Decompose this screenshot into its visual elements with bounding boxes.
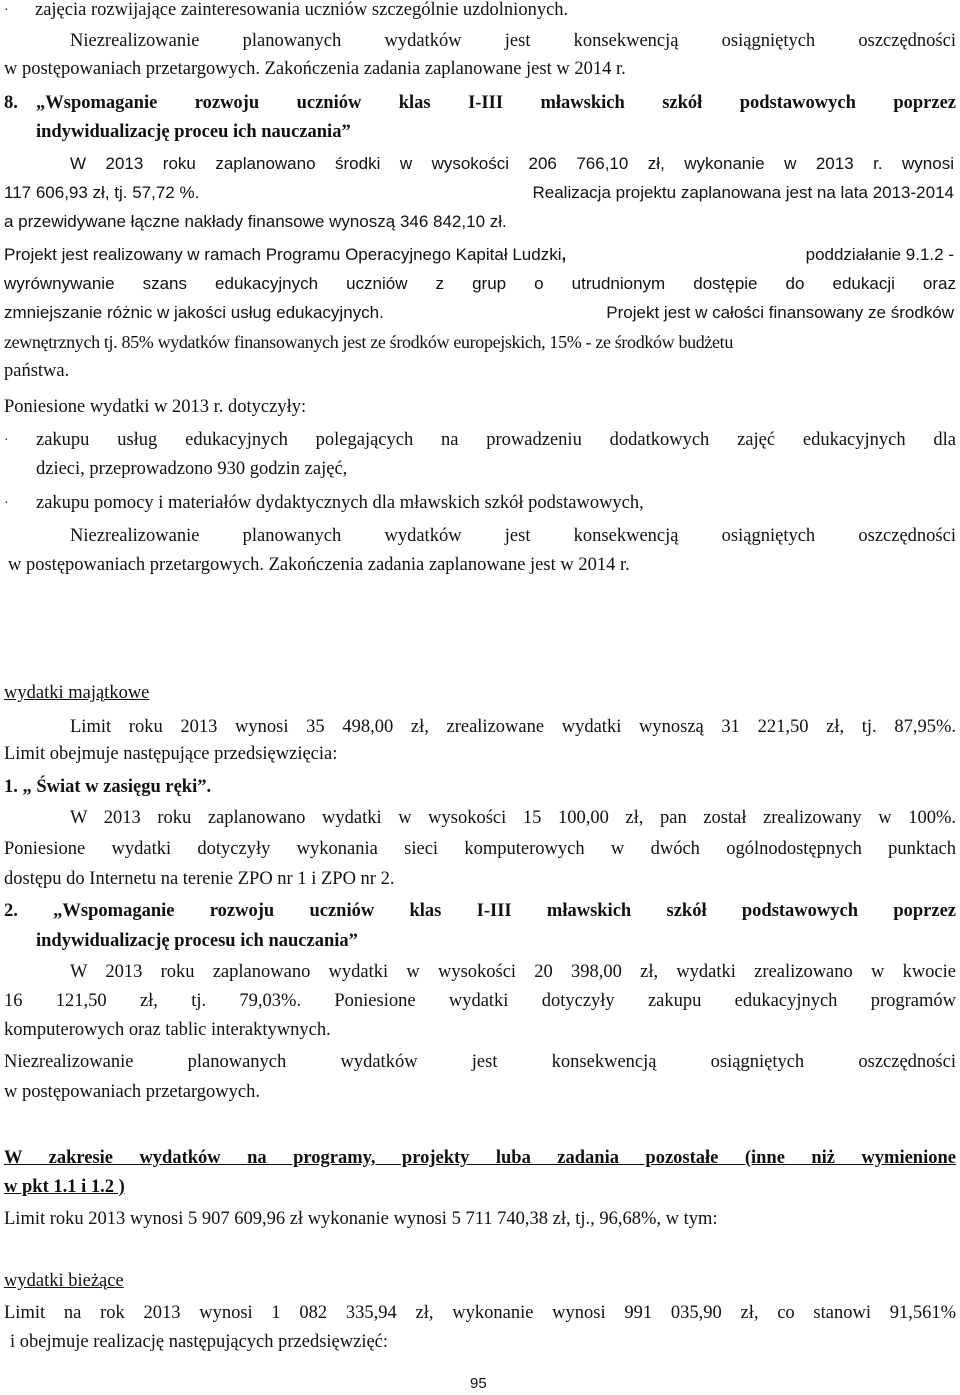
text-line: Limit obejmuje następujące przedsięwzięcia: xyxy=(4,744,338,764)
item-title: „Wspomaganie rozwoju uczniów klas I-III mławskich szkół podstawowych poprzez xyxy=(36,93,956,113)
text-fragment: Realizacja projektu zaplanowana jest na lata 2013-2014 xyxy=(532,183,954,202)
text-line: i obejmuje realizację następujących przedsięwzięć: xyxy=(10,1332,389,1352)
item-title: 2. „Wspomaganie rozwoju uczniów klas I-III mławskich szkół podstawowych poprzez xyxy=(4,901,956,921)
text-line: komputerowych oraz tablic interaktywnych. xyxy=(4,1020,331,1040)
bullet-marker: · xyxy=(4,496,9,511)
text-fragment: 117 606,93 zł, tj. 57,72 %. xyxy=(4,183,200,202)
text-line xyxy=(4,244,954,266)
text-line: Limit na rok 2013 wynosi 1 082 335,94 zł, wykonanie wynosi 991 035,90 zł, co stanowi 91,561% xyxy=(4,1303,956,1323)
text-line: Niezrealizowanie planowanych wydatków jest konsekwencją osiągniętych oszczędności xyxy=(4,1052,956,1072)
text-line: W 2013 roku zaplanowano wydatki w wysokości 15 100,00 zł, pan został zrealizowany w 100%. xyxy=(70,808,956,828)
text-fragment xyxy=(4,244,566,266)
page-number: 95 xyxy=(470,1375,487,1392)
text-line: zewnętrznych tj. 85% wydatków finansowanych jest ze środków europejskich, 15% - ze środków budżetu xyxy=(4,332,733,352)
text-line: wyrównywanie szans edukacyjnych uczniów z grup o utrudnionym dostępie do edukacji oraz xyxy=(4,274,956,293)
item-number: 8. xyxy=(4,93,18,113)
list-item: zakupu usług edukacyjnych polegających na prowadzeniu dodatkowych zajęć edukacyjnych dla xyxy=(36,430,956,450)
text-line: Limit roku 2013 wynosi 35 498,00 zł, zrealizowane wydatki wynoszą 31 221,50 zł, tj. 87,95%. xyxy=(70,717,956,737)
item-title: indywidualizację proceu ich nauczania” xyxy=(36,122,351,142)
text-line: w postępowaniach przetargowych. Zakończenia zadania zaplanowane jest w 2014 r. xyxy=(8,555,630,575)
text-line: zajęcia rozwijające zainteresowania uczniów szczególnie uzdolnionych. xyxy=(35,0,569,20)
text-line: W 2013 roku zaplanowano środki w wysokości 206 766,10 zł, wykonanie w 2013 r. wynosi xyxy=(70,154,954,173)
text-line: dostępu do Internetu na terenie ZPO nr 1 i ZPO nr 2. xyxy=(4,869,395,889)
text-line xyxy=(4,182,954,204)
text-fragment: Projekt jest realizowany w ramach Programu Operacyjnego Kapitał Ludzki xyxy=(4,245,562,264)
text-line: Niezrealizowanie planowanych wydatków jest konsekwencją osiągniętych oszczędności xyxy=(70,31,956,51)
section-heading: wydatki majątkowe xyxy=(4,683,150,703)
text-fragment: , xyxy=(561,245,567,264)
text-line: w postępowaniach przetargowych. Zakończenia zadania zaplanowane jest w 2014 r. xyxy=(4,59,626,79)
list-item: zakupu pomocy i materiałów dydaktycznych dla mławskich szkół podstawowych, xyxy=(36,493,644,513)
item-title: 1. „ Świat w zasięgu ręki”. xyxy=(4,777,212,797)
text-line: Poniesione wydatki dotyczyły wykonania sieci komputerowych w dwóch ogólnodostępnych punktach xyxy=(4,839,956,859)
text-line: a przewidywane łączne nakłady finansowe wynoszą 346 842,10 zł. xyxy=(4,212,507,231)
text-line: państwa. xyxy=(4,361,70,381)
text-line: 16 121,50 zł, tj. 79,03%. Poniesione wydatki dotyczyły zakupu edukacyjnych programów xyxy=(4,991,956,1011)
text-line: Niezrealizowanie planowanych wydatków jest konsekwencją osiągniętych oszczędności xyxy=(70,526,956,546)
bullet-marker: · xyxy=(4,433,9,448)
text-fragment: poddziałanie 9.1.2 - xyxy=(805,245,954,264)
text-line: Limit roku 2013 wynosi 5 907 609,96 zł wykonanie wynosi 5 711 740,38 zł, tj., 96,68%, w tym: xyxy=(4,1209,718,1229)
list-item: dzieci, przeprowadzono 930 godzin zajęć, xyxy=(36,459,348,479)
item-title: indywidualizację procesu ich nauczania” xyxy=(36,931,358,951)
text-line: Poniesione wydatki w 2013 r. dotyczyły: xyxy=(4,397,307,417)
text-line: w postępowaniach przetargowych. xyxy=(4,1082,261,1102)
section-heading: w pkt 1.1 i 1.2 ) xyxy=(4,1177,125,1197)
bullet-marker: · xyxy=(4,3,9,18)
text-fragment: Projekt jest w całości finansowany ze środków xyxy=(606,303,954,322)
section-heading: wydatki bieżące xyxy=(4,1271,124,1291)
text-fragment: zmniejszanie różnic w jakości usług edukacyjnych. xyxy=(4,303,384,322)
section-heading: W zakresie wydatków na programy, projekty luba zadania pozostałe (inne niż wymienione xyxy=(4,1148,956,1168)
text-line xyxy=(4,302,954,324)
text-line: W 2013 roku zaplanowano wydatki w wysokości 20 398,00 zł, wydatki zrealizowano w kwocie xyxy=(70,962,956,982)
